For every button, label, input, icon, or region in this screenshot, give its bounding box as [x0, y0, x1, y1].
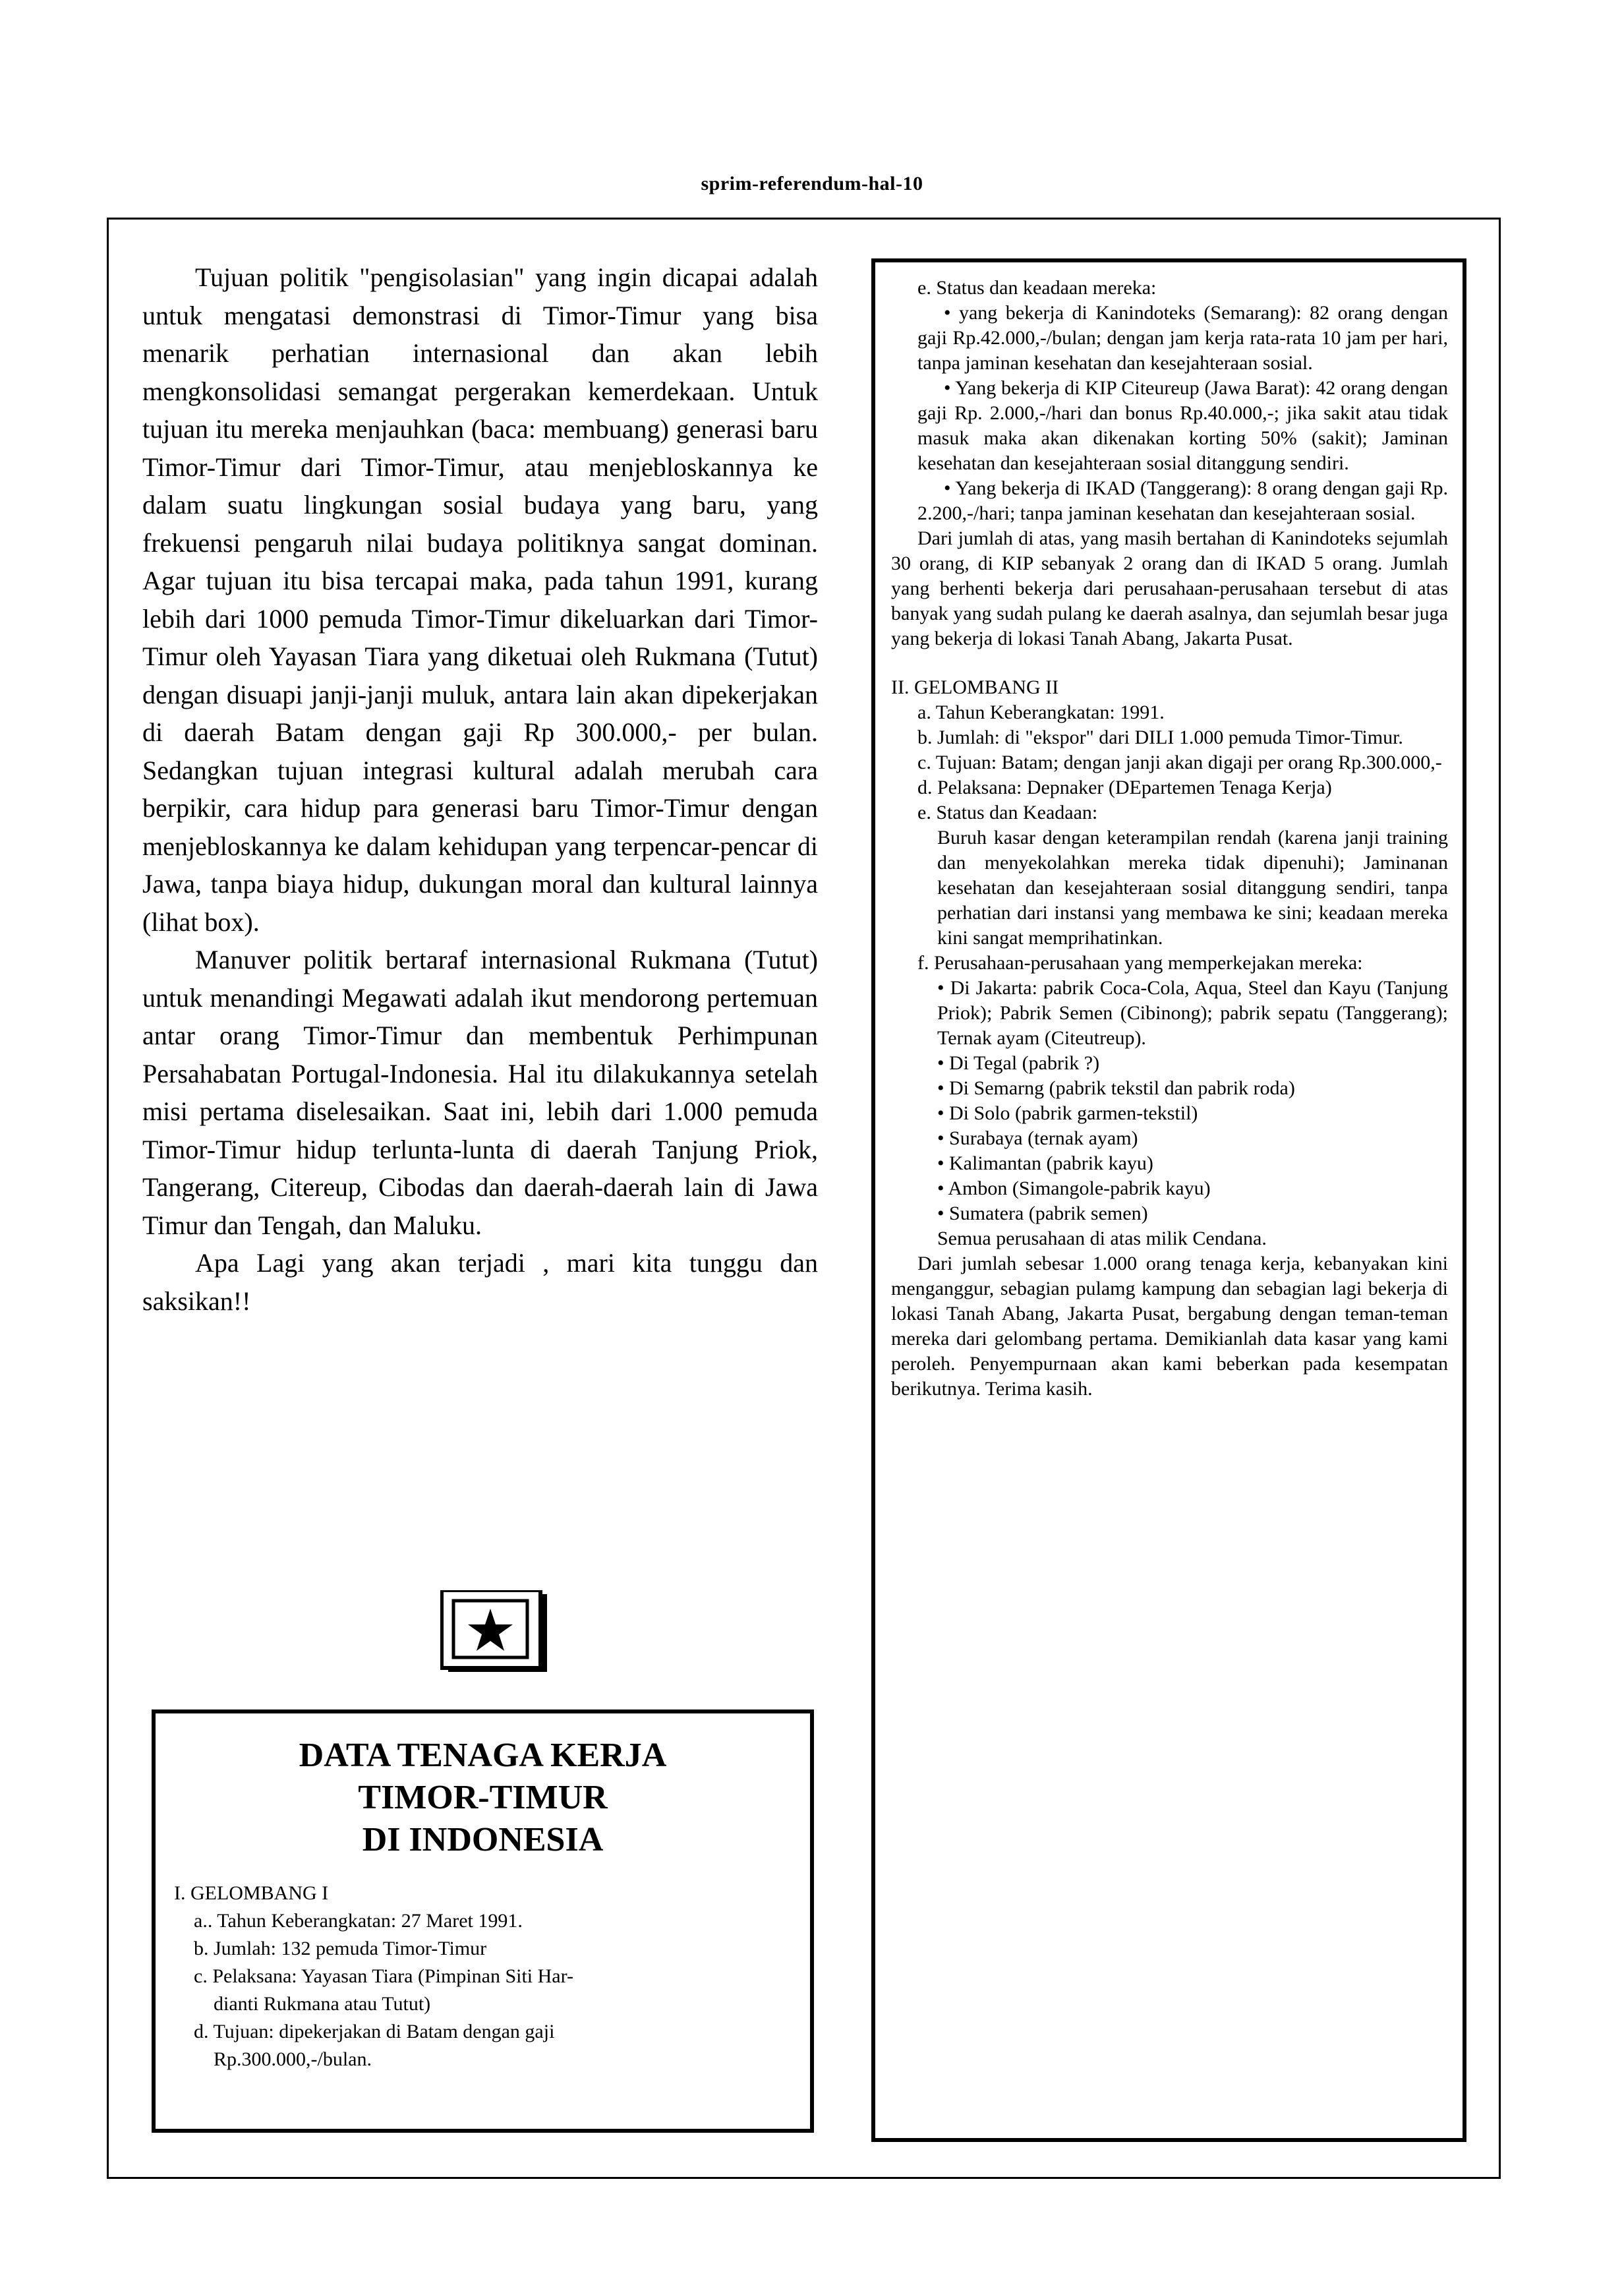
list-item: • Kalimantan (pabrik kayu) [937, 1152, 1153, 1174]
paragraph-2: Manuver politik bertaraf internasional Rukmana (Tutut) untuk menandingi Megawati adalah ikut mendorong pertemuan antar orang Timor-Timur dan membentuk Perhimpunan Persahabatan Portugal-Indonesia. Hal itu dilakukannya setelah misi pertama diselesaikan. Saat ini, lebih dari 1.000 pemuda Timor-Timur hidup terlunta-lunta di daerah Tanjung Priok, Tangerang, Citereup, Cibodas dan daerah-daerah lain di Jawa Timur dan Tengah, dan Maluku. [142, 945, 818, 1240]
list-item: • Di Jakarta: pabrik Coca-Cola, Aqua, Steel dan Kayu (Tanjung Priok); Pabrik Semen (Cibinong); pabrik sepatu (Tanggerang); Ternak ayam (Citeutreup). [937, 977, 1448, 1049]
list-item: a. Tahun Keberangkatan: 1991. [917, 701, 1165, 723]
list-item: • Yang bekerja di KIP Citeureup (Jawa Barat): 42 orang dengan gaji Rp. 2.000,-/hari dan bonus Rp.40.000,-; jika sakit atau tidak masuk maka akan dikenakan korting 50% (sakit); Jaminan kesehatan dan kesejahteraan sosial ditanggung sendiri. [917, 377, 1448, 474]
list-item: • Di Semarng (pabrik tekstil dan pabrik roda) [937, 1077, 1295, 1099]
star-icon [440, 1590, 552, 1676]
list-item: • Surabaya (ternak ayam) [937, 1127, 1138, 1149]
section-heading: I. GELOMBANG I [174, 1882, 329, 1904]
list-item: • Sumatera (pabrik semen) [937, 1203, 1148, 1224]
title-line: TIMOR-TIMUR [358, 1779, 608, 1816]
wave-1-list [174, 1880, 784, 2073]
list-item: c. Tujuan: Batam; dengan janji akan digaji per orang Rp.300.000,- [917, 752, 1442, 773]
left-column [142, 258, 818, 1320]
title-line: DATA TENAGA KERJA [299, 1737, 667, 1774]
list-item: d. Tujuan: dipekerjakan di Batam dengan gaji [194, 2021, 555, 2042]
list-item: • yang bekerja di Kanindoteks (Semarang): 82 orang dengan gaji Rp.42.000,-/bulan; dengan jam kerja rata-rata 10 jam per hari, tanpa jaminan kesehatan dan kesejahteraan sosial. [917, 302, 1448, 374]
page-header: sprim-referendum-hal-10 [701, 173, 923, 194]
paragraph: Buruh kasar dengan keterampilan rendah (karena janji training dan menyekolahkan mereka tidak dipenuhi); Jaminanan kesehatan dan kesejahteraan sosial ditanggung sendiri, tanpa perhatian dari instansi yang membawa ke sini; keadaan mereka kini sangat memprihatinkan. [937, 827, 1448, 949]
title-line: DI INDONESIA [362, 1821, 604, 1858]
section-heading: II. GELOMBANG II [891, 676, 1059, 698]
paragraph-1: Tujuan politik "pengisolasian" yang ingin dicapai adalah untuk mengatasi demonstrasi di Timor-Timur yang bisa menarik perhatian internasional dan akan lebih mengkonsolidasi semangat pergerakan kemerdekaan. Untuk tujuan itu mereka menjauhkan (baca: membuang) generasi baru Timor-Timur dari Timor-Timur, atau menjebloskannya ke dalam suatu lingkungan sosial budaya yang baru, yang frekuensi pengaruh nilai budaya politiknya sangat dominan. Agar tujuan itu bisa tercapai maka, pada tahun 1991, kurang lebih dari 1000 pemuda Timor-Timur dikeluarkan dari Timor-Timur oleh Yayasan Tiara yang diketuai oleh Rukmana (Tutut) dengan disuapi janji-janji muluk, antara lain akan dipekerjakan di daerah Batam dengan gaji Rp 300.000,- per bulan. Sedangkan tujuan integrasi kultural adalah merubah cara berpikir, cara hidup para generasi baru Timor-Timur dengan menjebloskannya ke dalam kehidupan yang terpencar-pencar di Jawa, tanpa biaya hidup, dukungan moral dan kultural lainnya (lihat box). [142, 262, 818, 937]
data-box-title [156, 1735, 810, 1861]
list-item: Rp.300.000,-/bulan. [214, 2048, 372, 2070]
status-heading: e. Status dan keadaan mereka: [917, 277, 1157, 299]
list-item: • Ambon (Simangole-pabrik kayu) [937, 1177, 1211, 1199]
status-heading: e. Status dan Keadaan: [917, 802, 1098, 823]
paragraph: Dari jumlah sebesar 1.000 orang tenaga kerja, kebanyakan kini menganggur, sebagian pulamg kampung dan sebagian lagi bekerja di lokasi Tanah Abang, Jakarta Pusat, bergabung dengan teman-teman mereka dari gelombang pertama. Demikianlah data kasar yang kami peroleh. Penyempurnaan akan kami beberkan pada kesempatan berikutnya. Terima kasih. [891, 1253, 1448, 1400]
paragraph: Dari jumlah di atas, yang masih bertahan di Kanindoteks sejumlah 30 orang, di KIP sebanyak 2 orang dan di IKAD 5 orang. Jumlah yang berhenti bekerja dari perusahaan-perusahaan tersebut di atas banyak yang sudah pulang ke daerah asalnya, dan sejumlah besar juga yang bekerja di lokasi Tanah Abang, Jakarta Pusat. [891, 527, 1448, 649]
list-item: b. Jumlah: 132 pemuda Timor-Timur [194, 1938, 487, 1959]
list-item: f. Perusahaan-perusahaan yang memperkejakan mereka: [917, 952, 1363, 974]
list-item: • Di Solo (pabrik garmen-tekstil) [937, 1102, 1198, 1124]
list-item: b. Jumlah: di "ekspor" dari DILI 1.000 pemuda Timor-Timur. [917, 727, 1403, 748]
data-box [152, 1709, 814, 2133]
list-item: • Yang bekerja di IKAD (Tanggerang): 8 orang dengan gaji Rp. 2.200,-/hari; tanpa jaminan kesehatan dan kesejahteraan sosial. [917, 477, 1448, 524]
right-box [871, 258, 1466, 2142]
paragraph-3: Apa Lagi yang akan terjadi , mari kita tunggu dan saksikan!! [142, 1248, 818, 1316]
list-item: d. Pelaksana: Depnaker (DEpartemen Tenaga Kerja) [917, 777, 1332, 798]
list-item: • Di Tegal (pabrik ?) [937, 1052, 1100, 1074]
list-item: dianti Rukmana atau Tutut) [214, 1993, 431, 2015]
list-item: c. Pelaksana: Yayasan Tiara (Pimpinan Siti Har- [194, 1965, 574, 1987]
paragraph: Semua perusahaan di atas milik Cendana. [937, 1228, 1267, 1249]
list-item: a.. Tahun Keberangkatan: 27 Maret 1991. [194, 1910, 523, 1932]
